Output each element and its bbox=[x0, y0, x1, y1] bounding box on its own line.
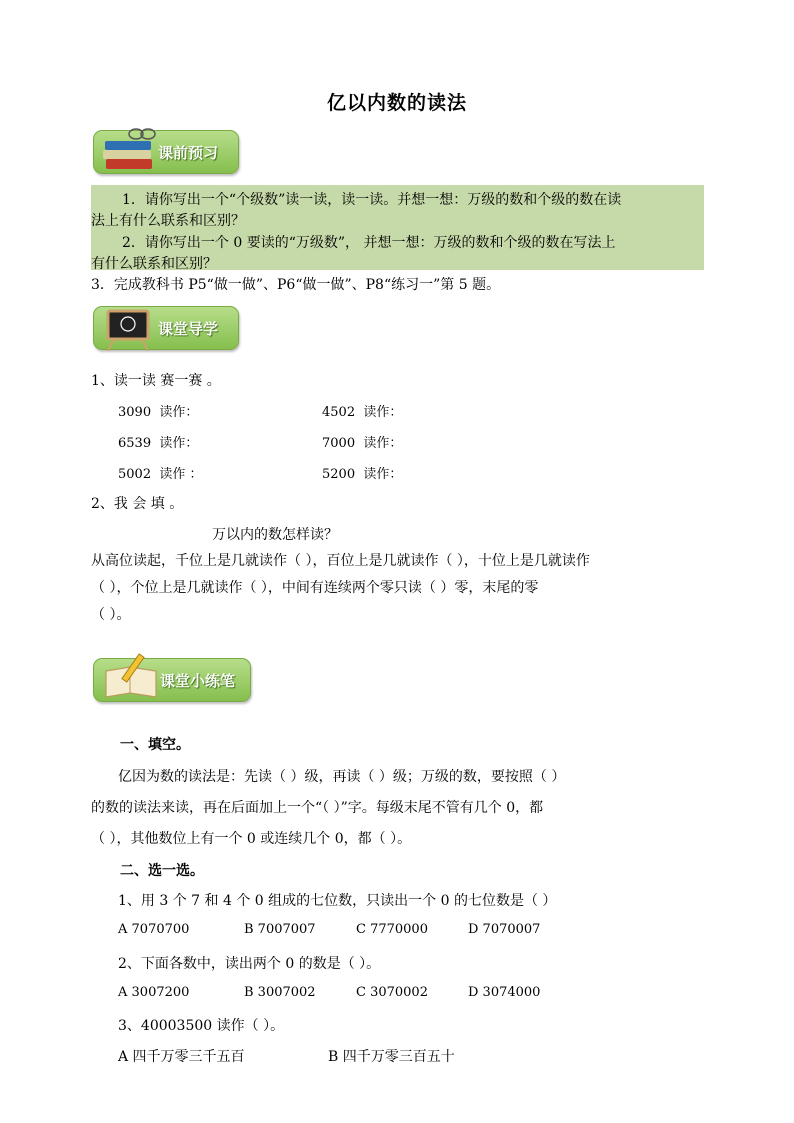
section-label: 课堂导学 bbox=[158, 320, 219, 338]
section-badge-preview bbox=[93, 130, 239, 174]
preview-line: 1．请你写出一个“个级数”读一读，读一读。并想一想：万级的数和个级的数在读 bbox=[122, 192, 622, 208]
choice-option: C 7770000 bbox=[356, 922, 428, 937]
section-label: 课前预习 bbox=[158, 144, 219, 162]
choice-question: 2、下面各数中，读出两个 0 的数是（ ）。 bbox=[118, 956, 381, 972]
choice-option: A 3007200 bbox=[118, 985, 190, 1000]
preview-line: 有什么联系和区别？ bbox=[91, 256, 217, 272]
read-item: 3090 读作： bbox=[118, 405, 199, 420]
choice-option: A 四千万零三千五百 bbox=[118, 1049, 245, 1065]
practice-fill-line: 亿因为数的读法是：先读（ ）级，再读（ ）级；万级的数，要按照（ ） bbox=[118, 769, 566, 785]
section-badge-practice bbox=[93, 658, 251, 702]
practice-fill-line: 的数的读法来读，再在后面加上一个“（ ）”字。每级末尾不管有几个 0，都 bbox=[91, 800, 544, 816]
practice-part2-title: 二、选一选。 bbox=[120, 863, 204, 879]
choice-question: 3、40003500 读作（ ）。 bbox=[118, 1018, 285, 1034]
practice-fill-line: （ ），其他数位上有一个 0 或连续几个 0，都（ ）。 bbox=[91, 831, 412, 847]
read-item: 5200 读作： bbox=[322, 467, 403, 482]
practice-part1-title: 一、填空。 bbox=[120, 737, 190, 753]
choice-option: D 3074000 bbox=[468, 985, 541, 1000]
choice-option: A 7070700 bbox=[118, 922, 190, 937]
choice-option: D 7070007 bbox=[468, 922, 541, 937]
preview-line: 2．请你写出一个 0 要读的“万级数”， 并想一想：万级的数和个级的数在写法上 bbox=[122, 235, 616, 251]
choice-option: B 3007002 bbox=[244, 985, 316, 1000]
guide-q2-line: （ ）。 bbox=[91, 607, 131, 623]
read-item: 7000 读作： bbox=[322, 436, 403, 451]
section-label: 课堂小练笔 bbox=[160, 672, 236, 690]
choice-question: 1、用 3 个 7 和 4 个 0 组成的七位数，只读出一个 0 的七位数是（ ） bbox=[118, 893, 557, 909]
guide-q1-title: 1、读一读 赛一赛 。 bbox=[91, 373, 221, 389]
choice-option: B 四千万零三百五十 bbox=[328, 1049, 455, 1065]
blackboard-icon bbox=[100, 301, 160, 351]
guide-q2-subtitle: 万以内的数怎样读？ bbox=[212, 527, 338, 543]
read-item: 6539 读作： bbox=[118, 436, 199, 451]
guide-q2-line: （ ），个位上是几就读作（ ），中间有连续两个零只读（ ）零，末尾的零 bbox=[91, 580, 539, 596]
preview-line: 法上有什么联系和区别？ bbox=[91, 213, 245, 229]
choice-option: C 3070002 bbox=[356, 985, 428, 1000]
read-item: 4502 读作： bbox=[322, 405, 403, 420]
choice-option: B 7007007 bbox=[244, 922, 316, 937]
guide-q2-title: 2、我 会 填 。 bbox=[91, 496, 184, 512]
page-title: 亿以内数的读法 bbox=[326, 92, 467, 114]
guide-q2-line: 从高位读起，千位上是几就读作（ ），百位上是几就读作（ ），十位上是几就读作 bbox=[91, 553, 590, 569]
notebook-pencil-icon bbox=[100, 653, 164, 703]
books-icon bbox=[100, 125, 160, 175]
section-badge-guide bbox=[93, 306, 239, 350]
read-item: 5002 读作 ： bbox=[118, 467, 203, 482]
preview-line: 3．完成教科书 P5“做一做”、P6“做一做”、P8“练习一”第 5 题。 bbox=[91, 277, 501, 293]
